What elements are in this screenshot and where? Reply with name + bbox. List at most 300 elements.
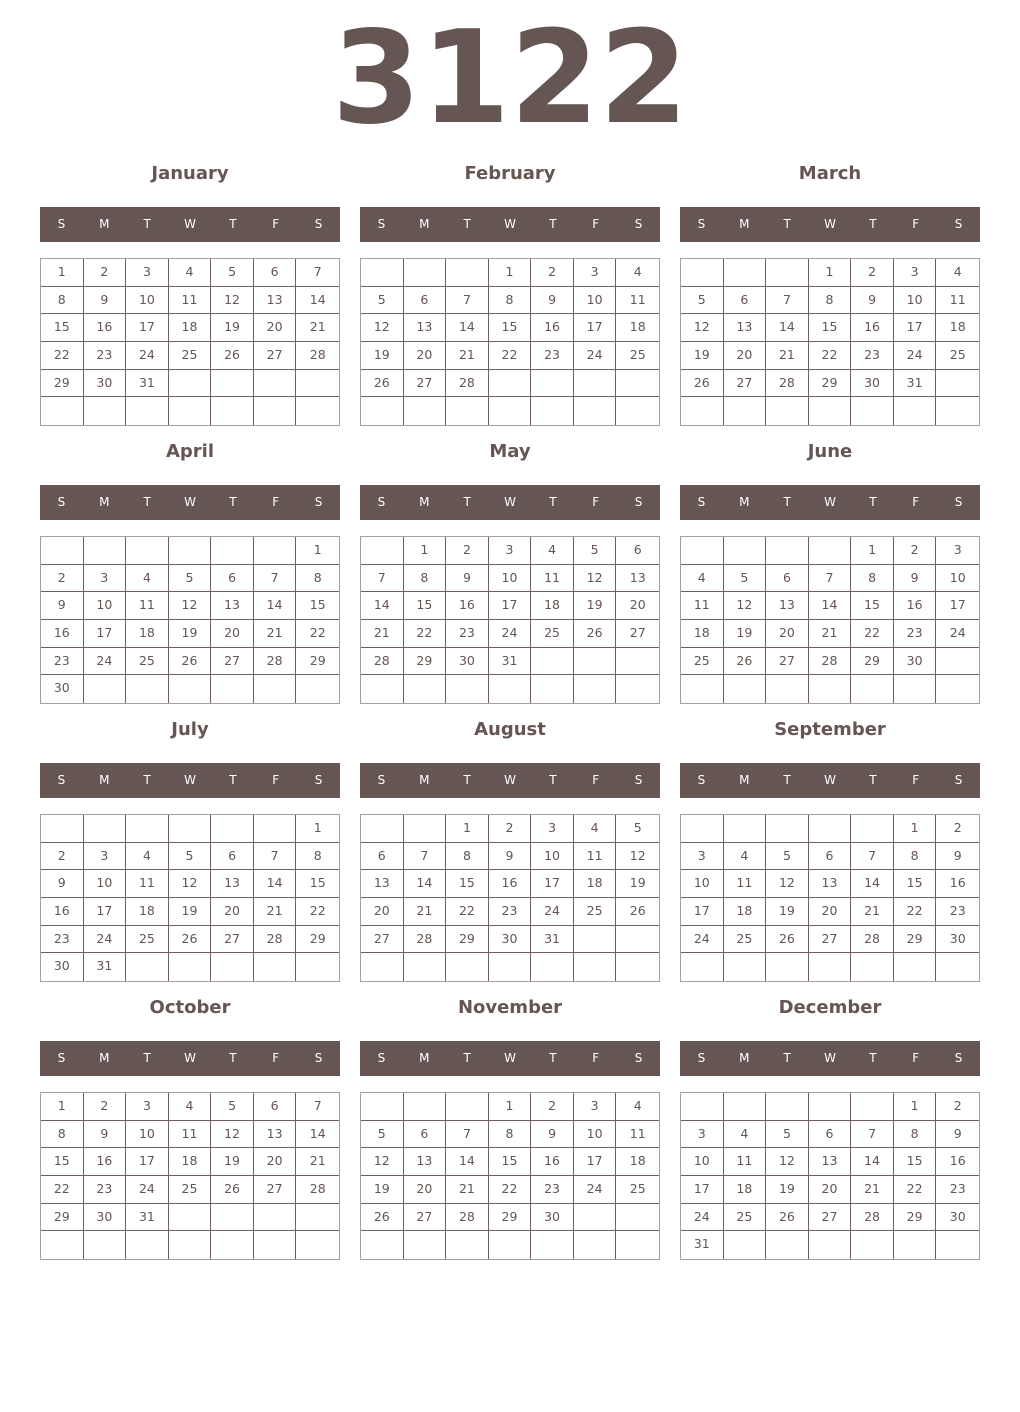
weekday-label: T — [783, 217, 791, 231]
empty-cell — [766, 675, 809, 703]
empty-cell — [296, 675, 339, 703]
weekday-label: M — [739, 773, 750, 787]
day-cell: 7 — [296, 259, 339, 287]
day-cell: 17 — [894, 314, 937, 342]
day-cell: 9 — [936, 1121, 979, 1149]
empty-cell — [724, 397, 767, 425]
weekday-label: T — [143, 773, 151, 787]
empty-cell — [254, 537, 297, 565]
weekday-label: T — [229, 217, 237, 231]
day-cell: 15 — [851, 592, 894, 620]
day-cell: 10 — [531, 843, 574, 871]
day-cell: 22 — [809, 342, 852, 370]
day-cell: 22 — [404, 620, 447, 648]
day-cell: 28 — [766, 370, 809, 398]
day-cell: 29 — [446, 926, 489, 954]
empty-cell — [296, 1231, 339, 1259]
weekday-label: W — [504, 773, 516, 787]
empty-cell — [851, 1093, 894, 1121]
day-cell: 27 — [211, 648, 254, 676]
day-cell: 13 — [211, 870, 254, 898]
day-cell: 2 — [531, 1093, 574, 1121]
weekday-label: T — [463, 217, 471, 231]
day-cell: 13 — [616, 565, 659, 593]
day-cell: 2 — [894, 537, 937, 565]
day-cell: 1 — [894, 815, 937, 843]
day-cell: 30 — [489, 926, 532, 954]
day-cell: 30 — [446, 648, 489, 676]
empty-cell — [681, 537, 724, 565]
day-cell: 20 — [766, 620, 809, 648]
empty-cell — [574, 1231, 617, 1259]
empty-cell — [851, 953, 894, 981]
day-cell: 24 — [936, 620, 979, 648]
weekday-label: S — [697, 217, 706, 231]
day-cell: 2 — [489, 815, 532, 843]
day-cell: 10 — [84, 870, 127, 898]
day-cell: 12 — [211, 1121, 254, 1149]
empty-cell — [126, 953, 169, 981]
weekday-label: W — [504, 217, 516, 231]
empty-cell — [724, 259, 767, 287]
day-cell: 15 — [446, 870, 489, 898]
empty-cell — [446, 1093, 489, 1121]
empty-cell — [574, 397, 617, 425]
day-cell: 27 — [361, 926, 404, 954]
empty-cell — [894, 953, 937, 981]
day-cell: 3 — [126, 259, 169, 287]
weekday-label: T — [869, 1051, 877, 1065]
day-cell: 9 — [851, 287, 894, 315]
empty-cell — [84, 537, 127, 565]
empty-cell — [126, 675, 169, 703]
day-cell: 26 — [211, 1176, 254, 1204]
day-cell: 24 — [126, 342, 169, 370]
empty-cell — [296, 953, 339, 981]
day-cell: 18 — [126, 620, 169, 648]
day-cell: 13 — [211, 592, 254, 620]
empty-cell — [489, 675, 532, 703]
day-cell: 6 — [361, 843, 404, 871]
weekday-label: W — [824, 217, 836, 231]
day-cell: 21 — [296, 1148, 339, 1176]
day-cell: 16 — [84, 1148, 127, 1176]
day-cell: 4 — [574, 815, 617, 843]
empty-cell — [126, 815, 169, 843]
day-cell: 24 — [84, 926, 127, 954]
day-cell: 4 — [169, 1093, 212, 1121]
empty-cell — [936, 648, 979, 676]
empty-cell — [41, 537, 84, 565]
day-cell: 14 — [851, 1148, 894, 1176]
day-cell: 28 — [296, 1176, 339, 1204]
weekday-label: S — [377, 217, 386, 231]
day-cell: 13 — [404, 1148, 447, 1176]
day-cell: 22 — [489, 342, 532, 370]
empty-cell — [724, 953, 767, 981]
day-cell: 19 — [211, 314, 254, 342]
day-cell: 26 — [211, 342, 254, 370]
day-cell: 6 — [404, 287, 447, 315]
day-cell: 14 — [851, 870, 894, 898]
month-name: April — [165, 441, 215, 462]
day-cell: 29 — [809, 370, 852, 398]
day-cell: 29 — [894, 926, 937, 954]
weekday-label: M — [99, 773, 110, 787]
empty-cell — [809, 815, 852, 843]
day-cell: 8 — [41, 1121, 84, 1149]
day-cell: 28 — [446, 1204, 489, 1232]
empty-cell — [809, 537, 852, 565]
weekday-header — [40, 1041, 340, 1076]
day-cell: 26 — [574, 620, 617, 648]
day-cell: 11 — [126, 870, 169, 898]
day-cell: 12 — [361, 1148, 404, 1176]
day-cell: 16 — [936, 1148, 979, 1176]
month-name: March — [798, 163, 862, 184]
empty-cell — [489, 370, 532, 398]
weekday-header — [360, 207, 660, 242]
day-cell: 22 — [489, 1176, 532, 1204]
empty-cell — [724, 675, 767, 703]
day-cell: 18 — [531, 592, 574, 620]
empty-cell — [766, 953, 809, 981]
day-cell: 17 — [574, 314, 617, 342]
year-title: 3122 — [331, 4, 689, 153]
day-grid — [360, 536, 660, 704]
day-cell: 19 — [724, 620, 767, 648]
day-cell: 4 — [724, 1121, 767, 1149]
month-name: May — [489, 441, 531, 462]
month-name: June — [807, 441, 853, 462]
day-cell: 27 — [404, 370, 447, 398]
day-cell: 10 — [126, 287, 169, 315]
day-cell: 17 — [84, 898, 127, 926]
day-cell: 11 — [169, 1121, 212, 1149]
day-cell: 13 — [809, 870, 852, 898]
empty-cell — [894, 397, 937, 425]
empty-cell — [616, 675, 659, 703]
day-cell: 7 — [361, 565, 404, 593]
empty-cell — [169, 1231, 212, 1259]
empty-cell — [211, 537, 254, 565]
day-cell: 25 — [169, 342, 212, 370]
day-cell: 19 — [766, 898, 809, 926]
weekday-label: S — [314, 1051, 323, 1065]
day-cell: 8 — [894, 843, 937, 871]
day-cell: 7 — [254, 843, 297, 871]
empty-cell — [126, 397, 169, 425]
day-cell: 10 — [936, 565, 979, 593]
weekday-header — [680, 207, 980, 242]
day-cell: 21 — [446, 342, 489, 370]
empty-cell — [84, 815, 127, 843]
empty-cell — [616, 397, 659, 425]
day-cell: 19 — [681, 342, 724, 370]
day-cell: 24 — [84, 648, 127, 676]
day-cell: 14 — [809, 592, 852, 620]
empty-cell — [254, 953, 297, 981]
weekday-header — [680, 1041, 980, 1076]
day-cell: 13 — [724, 314, 767, 342]
weekday-label: T — [783, 495, 791, 509]
day-cell: 10 — [489, 565, 532, 593]
weekday-label: S — [954, 495, 963, 509]
day-cell: 17 — [489, 592, 532, 620]
day-cell: 5 — [169, 565, 212, 593]
day-cell: 30 — [936, 926, 979, 954]
day-cell: 18 — [724, 898, 767, 926]
empty-cell — [574, 370, 617, 398]
day-cell: 22 — [894, 1176, 937, 1204]
day-cell: 17 — [126, 314, 169, 342]
weekday-label: S — [57, 773, 66, 787]
day-cell: 1 — [404, 537, 447, 565]
weekday-label: S — [634, 495, 643, 509]
empty-cell — [809, 1093, 852, 1121]
day-cell: 16 — [851, 314, 894, 342]
day-cell: 26 — [766, 926, 809, 954]
weekday-label: T — [869, 495, 877, 509]
day-cell: 23 — [851, 342, 894, 370]
weekday-label: S — [57, 1051, 66, 1065]
weekday-label: T — [869, 217, 877, 231]
day-cell: 17 — [126, 1148, 169, 1176]
empty-cell — [169, 1204, 212, 1232]
empty-cell — [361, 815, 404, 843]
month-name: October — [149, 997, 231, 1018]
day-cell: 15 — [489, 1148, 532, 1176]
day-cell: 18 — [169, 1148, 212, 1176]
day-cell: 8 — [809, 287, 852, 315]
empty-cell — [724, 815, 767, 843]
day-cell: 9 — [41, 592, 84, 620]
day-cell: 12 — [211, 287, 254, 315]
weekday-header — [680, 485, 980, 520]
day-cell: 16 — [531, 314, 574, 342]
day-cell: 16 — [446, 592, 489, 620]
weekday-label: M — [419, 495, 430, 509]
day-cell: 14 — [404, 870, 447, 898]
empty-cell — [169, 953, 212, 981]
day-cell: 23 — [531, 342, 574, 370]
day-cell: 25 — [681, 648, 724, 676]
day-cell: 15 — [489, 314, 532, 342]
weekday-label: T — [463, 773, 471, 787]
day-cell: 7 — [766, 287, 809, 315]
day-cell: 22 — [41, 1176, 84, 1204]
day-cell: 16 — [531, 1148, 574, 1176]
day-cell: 20 — [809, 1176, 852, 1204]
day-cell: 4 — [724, 843, 767, 871]
day-cell: 21 — [254, 898, 297, 926]
day-cell: 27 — [211, 926, 254, 954]
weekday-label: T — [143, 1051, 151, 1065]
day-cell: 27 — [809, 1204, 852, 1232]
day-cell: 3 — [489, 537, 532, 565]
day-cell: 20 — [211, 620, 254, 648]
weekday-label: T — [143, 217, 151, 231]
weekday-label: W — [824, 495, 836, 509]
day-cell: 14 — [766, 314, 809, 342]
day-grid — [360, 258, 660, 426]
day-cell: 22 — [296, 620, 339, 648]
day-cell: 7 — [446, 1121, 489, 1149]
month-name: November — [457, 997, 563, 1018]
day-cell: 28 — [254, 648, 297, 676]
day-cell: 19 — [169, 898, 212, 926]
day-cell: 19 — [211, 1148, 254, 1176]
day-cell: 13 — [361, 870, 404, 898]
day-cell: 12 — [766, 870, 809, 898]
empty-cell — [724, 1231, 767, 1259]
day-cell: 7 — [254, 565, 297, 593]
day-cell: 29 — [489, 1204, 532, 1232]
day-cell: 22 — [41, 342, 84, 370]
day-cell: 4 — [616, 259, 659, 287]
empty-cell — [254, 397, 297, 425]
weekday-label: W — [184, 217, 196, 231]
day-cell: 5 — [766, 843, 809, 871]
day-cell: 16 — [936, 870, 979, 898]
weekday-label: W — [824, 773, 836, 787]
day-cell: 14 — [254, 592, 297, 620]
empty-cell — [766, 1231, 809, 1259]
empty-cell — [404, 397, 447, 425]
empty-cell — [84, 1231, 127, 1259]
empty-cell — [489, 953, 532, 981]
day-cell: 10 — [574, 287, 617, 315]
month-name: September — [774, 719, 886, 740]
day-cell: 24 — [574, 1176, 617, 1204]
weekday-label: F — [592, 495, 600, 509]
day-cell: 11 — [616, 1121, 659, 1149]
day-cell: 20 — [254, 314, 297, 342]
empty-cell — [254, 1231, 297, 1259]
day-cell: 18 — [126, 898, 169, 926]
empty-cell — [936, 953, 979, 981]
day-grid — [680, 814, 980, 982]
day-cell: 3 — [574, 1093, 617, 1121]
day-cell: 6 — [404, 1121, 447, 1149]
day-cell: 11 — [936, 287, 979, 315]
day-cell: 1 — [446, 815, 489, 843]
empty-cell — [936, 370, 979, 398]
day-cell: 23 — [84, 342, 127, 370]
day-cell: 5 — [361, 1121, 404, 1149]
empty-cell — [616, 648, 659, 676]
empty-cell — [766, 1093, 809, 1121]
day-cell: 1 — [489, 1093, 532, 1121]
day-cell: 1 — [851, 537, 894, 565]
empty-cell — [894, 1231, 937, 1259]
weekday-header — [360, 763, 660, 798]
weekday-label: W — [504, 495, 516, 509]
day-cell: 27 — [724, 370, 767, 398]
day-cell: 27 — [254, 1176, 297, 1204]
day-cell: 16 — [489, 870, 532, 898]
weekday-label: W — [824, 1051, 836, 1065]
day-cell: 12 — [361, 314, 404, 342]
weekday-label: T — [229, 1051, 237, 1065]
day-cell: 25 — [724, 1204, 767, 1232]
day-cell: 16 — [41, 898, 84, 926]
empty-cell — [531, 397, 574, 425]
day-cell: 30 — [936, 1204, 979, 1232]
empty-cell — [169, 675, 212, 703]
day-cell: 1 — [489, 259, 532, 287]
weekday-label: S — [377, 773, 386, 787]
day-cell: 2 — [936, 815, 979, 843]
day-cell: 20 — [809, 898, 852, 926]
day-cell: 6 — [809, 843, 852, 871]
day-cell: 13 — [404, 314, 447, 342]
day-cell: 8 — [41, 287, 84, 315]
day-cell: 25 — [126, 648, 169, 676]
empty-cell — [361, 537, 404, 565]
weekday-label: S — [634, 217, 643, 231]
empty-cell — [211, 953, 254, 981]
day-cell: 6 — [809, 1121, 852, 1149]
day-cell: 8 — [296, 565, 339, 593]
empty-cell — [574, 1204, 617, 1232]
day-cell: 11 — [531, 565, 574, 593]
day-cell: 29 — [894, 1204, 937, 1232]
day-cell: 11 — [681, 592, 724, 620]
empty-cell — [681, 815, 724, 843]
weekday-label: T — [229, 773, 237, 787]
day-cell: 4 — [169, 259, 212, 287]
day-cell: 19 — [169, 620, 212, 648]
day-cell: 14 — [254, 870, 297, 898]
empty-cell — [211, 815, 254, 843]
empty-cell — [361, 1231, 404, 1259]
weekday-label: F — [912, 217, 920, 231]
day-cell: 5 — [574, 537, 617, 565]
day-cell: 28 — [361, 648, 404, 676]
day-cell: 28 — [851, 1204, 894, 1232]
day-cell: 23 — [41, 648, 84, 676]
empty-cell — [404, 259, 447, 287]
day-grid — [40, 258, 340, 426]
day-cell: 11 — [574, 843, 617, 871]
weekday-label: S — [377, 495, 386, 509]
day-cell: 16 — [41, 620, 84, 648]
empty-cell — [851, 397, 894, 425]
day-cell: 28 — [254, 926, 297, 954]
day-cell: 28 — [296, 342, 339, 370]
day-cell: 28 — [851, 926, 894, 954]
month-name: December — [778, 997, 882, 1018]
empty-cell — [361, 259, 404, 287]
day-grid — [680, 258, 980, 426]
day-cell: 7 — [404, 843, 447, 871]
weekday-label: F — [912, 1051, 920, 1065]
day-cell: 24 — [574, 342, 617, 370]
weekday-label: W — [184, 495, 196, 509]
empty-cell — [766, 815, 809, 843]
day-cell: 17 — [681, 1176, 724, 1204]
day-cell: 25 — [724, 926, 767, 954]
day-cell: 27 — [404, 1204, 447, 1232]
month-name: January — [151, 163, 229, 184]
empty-cell — [361, 397, 404, 425]
weekday-header — [40, 763, 340, 798]
empty-cell — [84, 397, 127, 425]
day-cell: 9 — [936, 843, 979, 871]
day-cell: 19 — [766, 1176, 809, 1204]
empty-cell — [404, 1093, 447, 1121]
